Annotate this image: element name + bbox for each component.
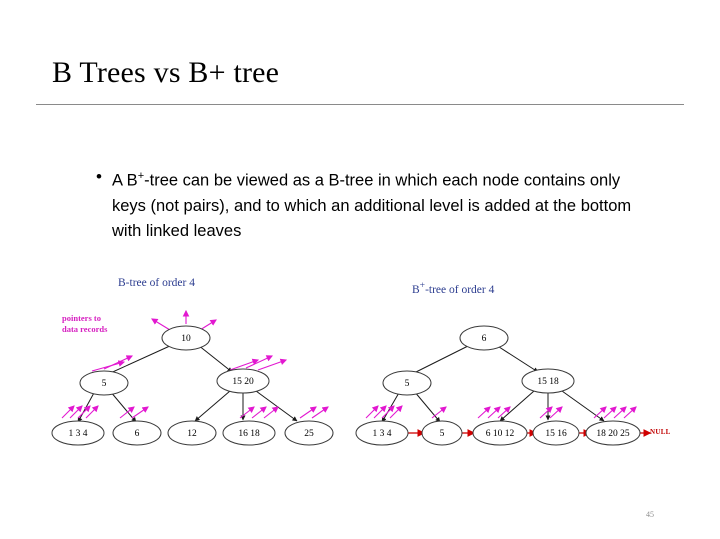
caption-prefix: B [412,283,420,296]
btree-leaf-node-4 [223,421,275,445]
node-label: 5 [101,379,107,390]
page-title: B Trees vs B+ tree [52,56,280,89]
node-label: 12 [187,429,197,440]
btree-leaf-node-2 [113,421,161,445]
btree-root-node [162,326,210,350]
node-label: 1 3 4 [372,429,392,440]
node-label: 10 [181,334,191,345]
node-label: 1 3 4 [68,429,88,440]
btree-leaf-node-5 [285,421,333,445]
node-label: 15 20 [232,377,254,388]
btree-diagram-caption: B-tree of order 4 [118,277,195,289]
pointers-label-line2: data records [62,324,108,334]
bullet-text-part2: -tree can be viewed as a B-tree in which each node contains only keys (not pairs), and to which an additional level is added at the bottom with linked leaves [112,171,632,240]
slide-page-number: 45 [646,510,654,519]
bullet-marker: • [96,167,102,186]
node-label: 15 18 [537,377,559,388]
pointers-label-line1: pointers to [62,313,101,323]
node-label: 18 20 25 [596,429,630,440]
bplustree-internal-node-1 [383,371,431,395]
bplustree-leaf-node-2 [422,421,462,445]
node-label: 16 18 [238,429,260,440]
null-pointer-label: NULL [650,428,671,436]
bplustree-record-pointers [366,406,636,418]
bplustree-leaf-node-1 [356,421,408,445]
btree-leaf-node-3 [168,421,216,445]
bplustree-internal-node-2 [522,369,574,393]
node-label: 15 16 [545,429,567,440]
bplustree-diagram [356,326,650,445]
bplustree-root-node [460,326,508,350]
node-label: 6 [481,334,487,345]
node-label: 25 [304,429,314,440]
bplustree-leaf-node-3 [473,421,527,445]
node-label: 6 10 12 [485,429,515,440]
btree-leaf-node-1 [52,421,104,445]
node-label: 5 [404,379,410,390]
bplustree-leaf-node-5 [586,421,640,445]
bullet-text-part1: A B [112,171,138,190]
caption-superscript: + [419,280,426,291]
bullet-text-superscript: + [137,170,145,182]
bplustree-leaf-node-4 [533,421,579,445]
node-label: 6 [134,429,140,440]
btree-internal-node-1 [80,371,128,395]
caption-suffix: -tree of order 4 [425,283,495,296]
node-label: 5 [439,429,445,440]
btree-diagram [52,311,333,445]
btree-internal-node-2 [217,369,269,393]
